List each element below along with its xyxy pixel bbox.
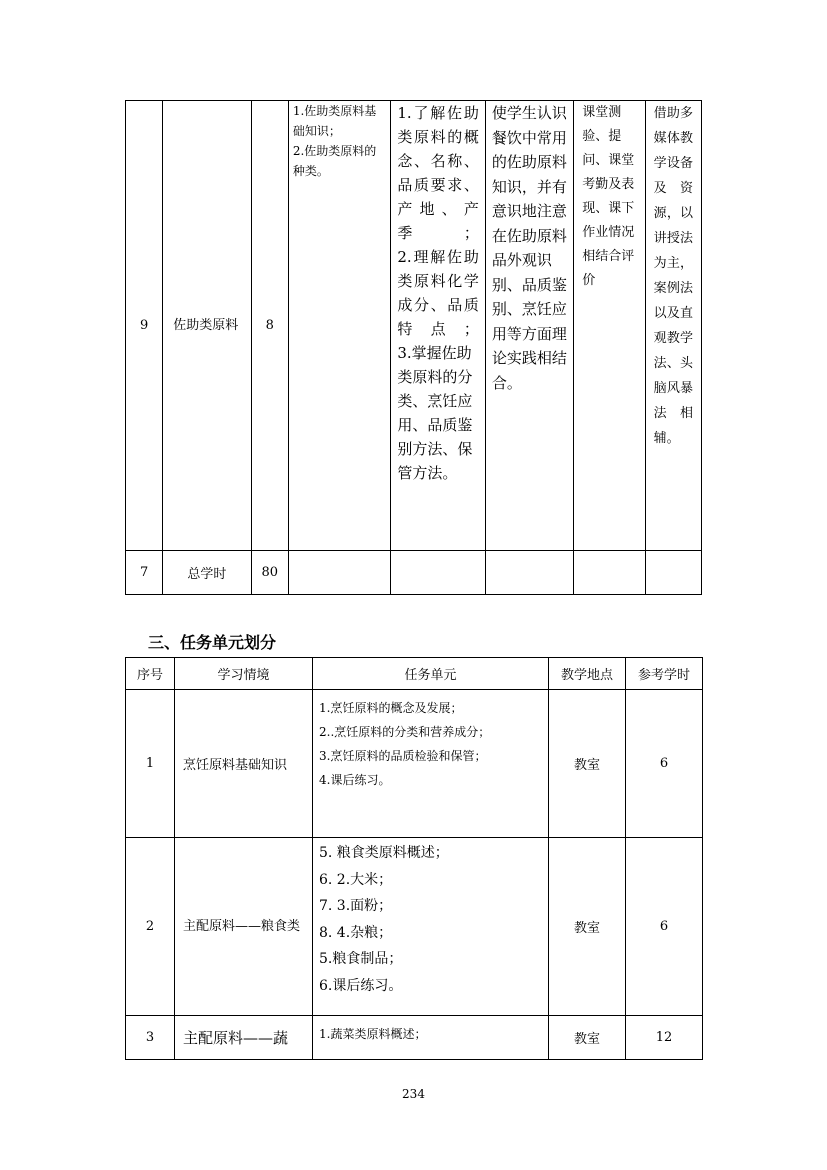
list-item: 2.佐助类原料的种类。 <box>292 144 377 178</box>
empty-cell <box>288 551 391 595</box>
reference-hours: 12 <box>626 1016 703 1060</box>
row-number: 9 <box>126 101 163 551</box>
list-item: 1.佐助类原料基础知识； <box>292 104 377 138</box>
task-units <box>313 838 549 1016</box>
column-header: 教学地点 <box>549 658 626 690</box>
reference-hours: 6 <box>626 838 703 1016</box>
list-item: 7. 3.面粉； <box>319 898 393 914</box>
list-item: 6.课后练习。 <box>319 977 403 994</box>
empty-cell <box>645 551 701 595</box>
reference-hours: 6 <box>626 690 703 838</box>
total-hours: 80 <box>251 551 288 595</box>
teaching-place: 教室 <box>549 690 626 838</box>
row-number: 2 <box>126 838 175 1016</box>
empty-cell <box>391 551 485 595</box>
row-number: 3 <box>126 1016 175 1060</box>
assessment-method: 课堂测验、提问、课堂考勤及表现、课下作业情况相结合评价 <box>574 101 645 551</box>
row-number: 7 <box>126 551 163 595</box>
page-number: 234 <box>402 1087 425 1101</box>
teaching-place: 教室 <box>549 838 626 1016</box>
knowledge-requirements <box>391 101 485 551</box>
empty-cell <box>574 551 645 595</box>
table-row <box>126 551 702 595</box>
unit-hours: 8 <box>251 101 288 551</box>
column-header: 任务单元 <box>313 658 549 690</box>
task-units <box>313 690 549 838</box>
list-item: 1.烹饪原料的概念及发展； <box>319 701 463 715</box>
list-item: 8. 4.杂粮； <box>319 924 393 941</box>
list-item: 4.课后练习。 <box>319 773 391 787</box>
learning-situation: 主配原料——粮食类 <box>175 838 313 1016</box>
list-item: 1.了解佐助类原料的概念、名称、品质要求、产地、产季； <box>397 104 479 242</box>
task-units <box>313 1016 549 1060</box>
list-item: 5.粮食制品； <box>319 951 403 967</box>
total-label: 总学时 <box>163 551 251 595</box>
empty-cell <box>485 551 573 595</box>
list-item: 3.烹饪原料的品质检验和保管； <box>319 749 487 763</box>
column-header: 序号 <box>126 658 175 690</box>
list-item: 5. 粮食类原料概述； <box>319 845 449 861</box>
table-row <box>126 101 702 551</box>
course-content-table <box>125 100 702 595</box>
column-header: 参考学时 <box>626 658 703 690</box>
table-row <box>126 690 703 838</box>
unit-name: 佐助类原料 <box>163 101 251 551</box>
table-header-row <box>126 658 703 690</box>
teaching-method: 借助多媒体教学设备及资源，以讲授法为主，案例法以及直观教学法、头脑风暴法相辅。 <box>645 101 701 551</box>
row-number: 1 <box>126 690 175 838</box>
teaching-place: 教室 <box>549 1016 626 1060</box>
column-header: 学习情境 <box>175 658 313 690</box>
learning-situation: 烹饪原料基础知识 <box>175 690 313 838</box>
list-item: 3.掌握佐助类原料的分类、烹饪应用、品质鉴别方法、保管方法。 <box>397 344 473 482</box>
list-item: 2.理解佐助类原料化学成分、品质特点； <box>397 248 479 338</box>
list-item: 1.蔬菜类原料概述； <box>319 1027 427 1041</box>
section-title: 三、任务单元划分 <box>148 633 277 652</box>
learning-situation: 主配原料——蔬 <box>175 1016 313 1060</box>
task-unit-table <box>125 657 703 1060</box>
teaching-goal: 使学生认识餐饮中常用的佐助原料知识，并有意识地注意在佐助原料品外观识别、品质鉴别、烹饪应用等方面理论实践相结合。 <box>485 101 573 551</box>
table-row <box>126 838 703 1016</box>
unit-content <box>288 101 391 551</box>
table-row <box>126 1016 703 1060</box>
list-item: 2..烹饪原料的分类和营养成分； <box>319 725 491 739</box>
list-item: 6. 2.大米； <box>319 871 393 888</box>
